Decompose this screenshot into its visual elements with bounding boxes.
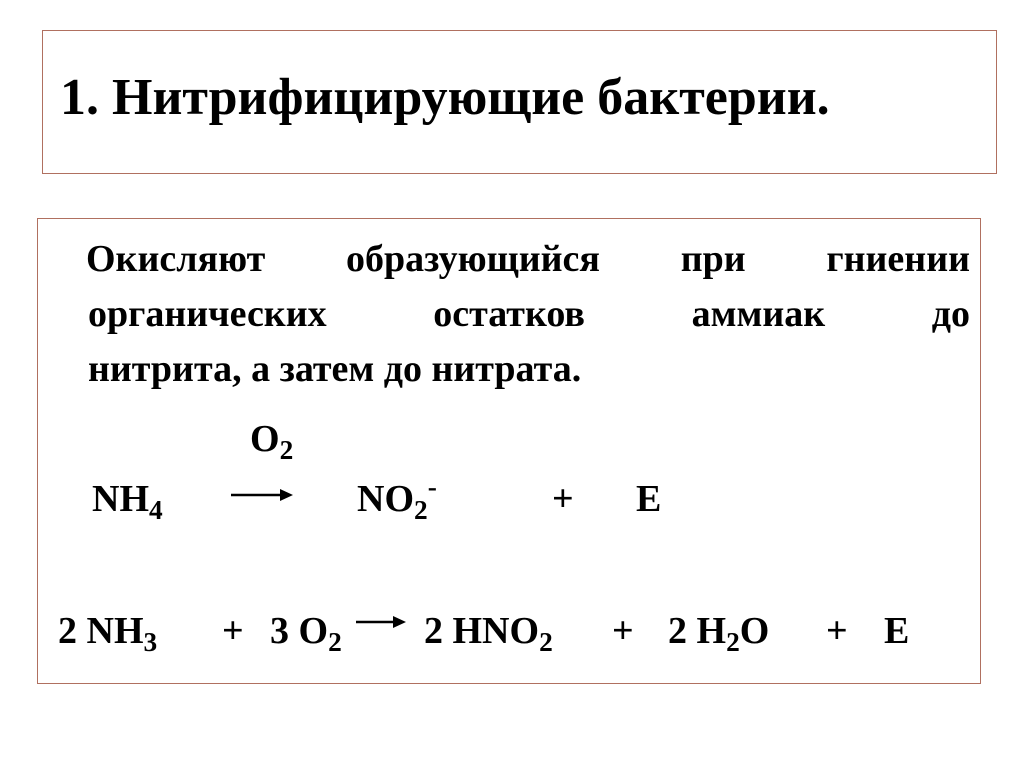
reaction1-arrow-icon: [231, 488, 293, 502]
reaction2-water: 2 $H_2O$: [668, 610, 770, 658]
word: гниении: [826, 238, 970, 280]
word: органических: [88, 293, 327, 335]
paragraph-line-1: [86, 240, 970, 278]
reaction2-plus-3: +: [826, 610, 848, 652]
word: остатков: [433, 293, 585, 335]
reaction2-ammonia: 2 $NH_3$: [58, 610, 158, 658]
reaction1-product: $NO_2^-$: [357, 471, 437, 526]
word: при: [680, 238, 746, 280]
paragraph-line-2: [88, 295, 970, 333]
reaction1-reactant: $NH_4$: [92, 478, 163, 526]
reaction1-plus: +: [552, 478, 574, 520]
word: аммиак: [691, 293, 826, 335]
reaction2-arrow-icon: [356, 615, 406, 629]
reaction2-oxygen: 3 $O_2$: [270, 610, 342, 658]
word: образующийся: [346, 238, 600, 280]
word: до: [931, 293, 971, 335]
reaction2-plus-2: +: [612, 610, 634, 652]
reaction1-energy: E: [636, 478, 662, 520]
reaction2-nitrous-acid: 2 $HNO_2$: [424, 610, 553, 658]
reaction2-energy: E: [884, 610, 910, 652]
reaction1-catalyst: $O_2$: [250, 418, 294, 466]
reaction2-plus-1: +: [222, 610, 244, 652]
slide-title: 1. Нитрифицирующие бактерии.: [60, 69, 830, 126]
word: Окисляют: [86, 238, 266, 280]
paragraph-line-3: нитрита, а затем до нитрата.: [88, 348, 582, 390]
